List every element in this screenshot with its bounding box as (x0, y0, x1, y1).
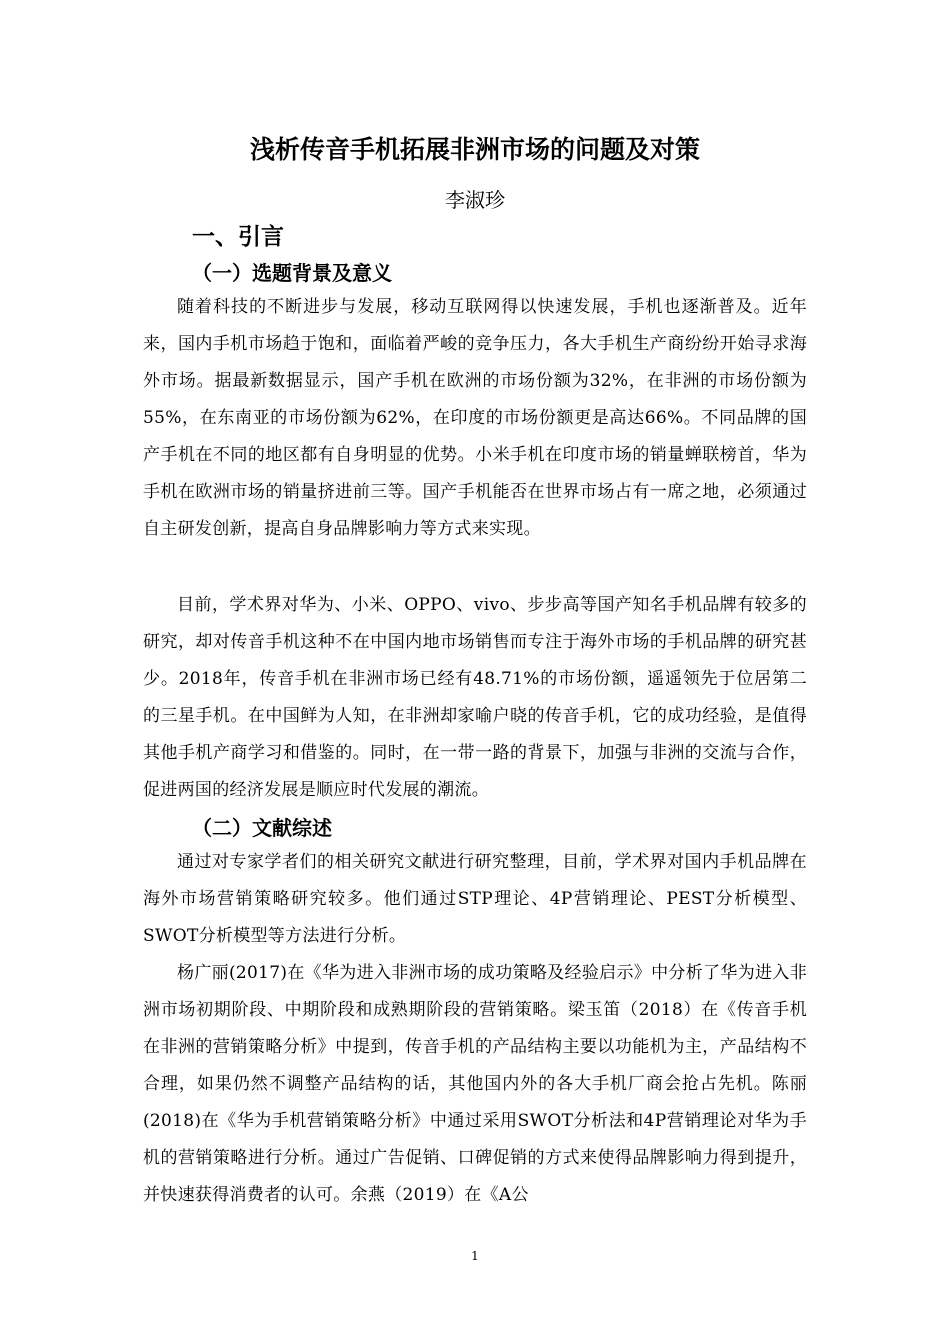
subsection-heading-background: （一）选题背景及意义 (192, 261, 392, 285)
subsection-heading-literature-review: （二）文献综述 (192, 816, 332, 840)
body-paragraph: 目前，学术界对华为、小米、OPPO、vivo、步步高等国产知名手机品牌有较多的研究，却对传音手机这种不在中国内地市场销售而专注于海外市场的手机品牌的研究甚少。2018年，传音手机在非洲市场已经有48.71%的市场份额，遥遥领先于位居第二的三星手机。在中国鲜为人知，在非洲却家喻户晓的传音手机，它的成功经验，是值得其他手机产商学习和借鉴的。同时，在一带一路的背景下，加强与非洲的交流与合作，促进两国的经济发展是顺应时代发展的潮流。 (143, 595, 807, 800)
paper-author: 李淑珍 (445, 188, 505, 212)
body-paragraph: 通过对专家学者们的相关研究文献进行研究整理，目前，学术界对国内手机品牌在海外市场营销策略研究较多。他们通过STP理论、4P营销理论、PEST分析模型、SWOT分析模型等方法进行分析。 (143, 852, 807, 946)
body-paragraph: 随着科技的不断进步与发展，移动互联网得以快速发展，手机也逐渐普及。近年来，国内手机市场趋于饱和，面临着严峻的竞争压力，各大手机生产商纷纷开始寻求海外市场。据最新数据显示，国产手机在欧洲的市场份额为32%，在非洲的市场份额为55%，在东南亚的市场份额为62%，在印度的市场份额更是高达66%。不同品牌的国产手机在不同的地区都有自身明显的优势。小米手机在印度市场的销量蝉联榜首，华为手机在欧洲市场的销量挤进前三等。国产手机能否在世界市场占有一席之地，必须通过自主研发创新，提高自身品牌影响力等方式来实现。 (143, 297, 807, 539)
paper-title: 浅析传音手机拓展非洲市场的问题及对策 (249, 135, 700, 164)
page-number: 1 (471, 1249, 479, 1263)
body-paragraph: 杨广丽(2017)在《华为进入非洲市场的成功策略及经验启示》中分析了华为进入非洲市场初期阶段、中期阶段和成熟期阶段的营销策略。梁玉笛（2018）在《传音手机在非洲的营销策略分析》中提到，传音手机的产品结构主要以功能机为主，产品结构不合理，如果仍然不调整产品结构的话，其他国内外的各大手机厂商会抢占先机。陈丽(2018)在《华为手机营销策略分析》中通过采用SWOT分析法和4P营销理论对华为手机的营销策略进行分析。通过广告促销、口碑促销的方式来使得品牌影响力得到提升，并快速获得消费者的认可。余燕（2019）在《A公 (143, 963, 807, 1205)
section-heading-introduction: 一、引言 (192, 223, 284, 250)
